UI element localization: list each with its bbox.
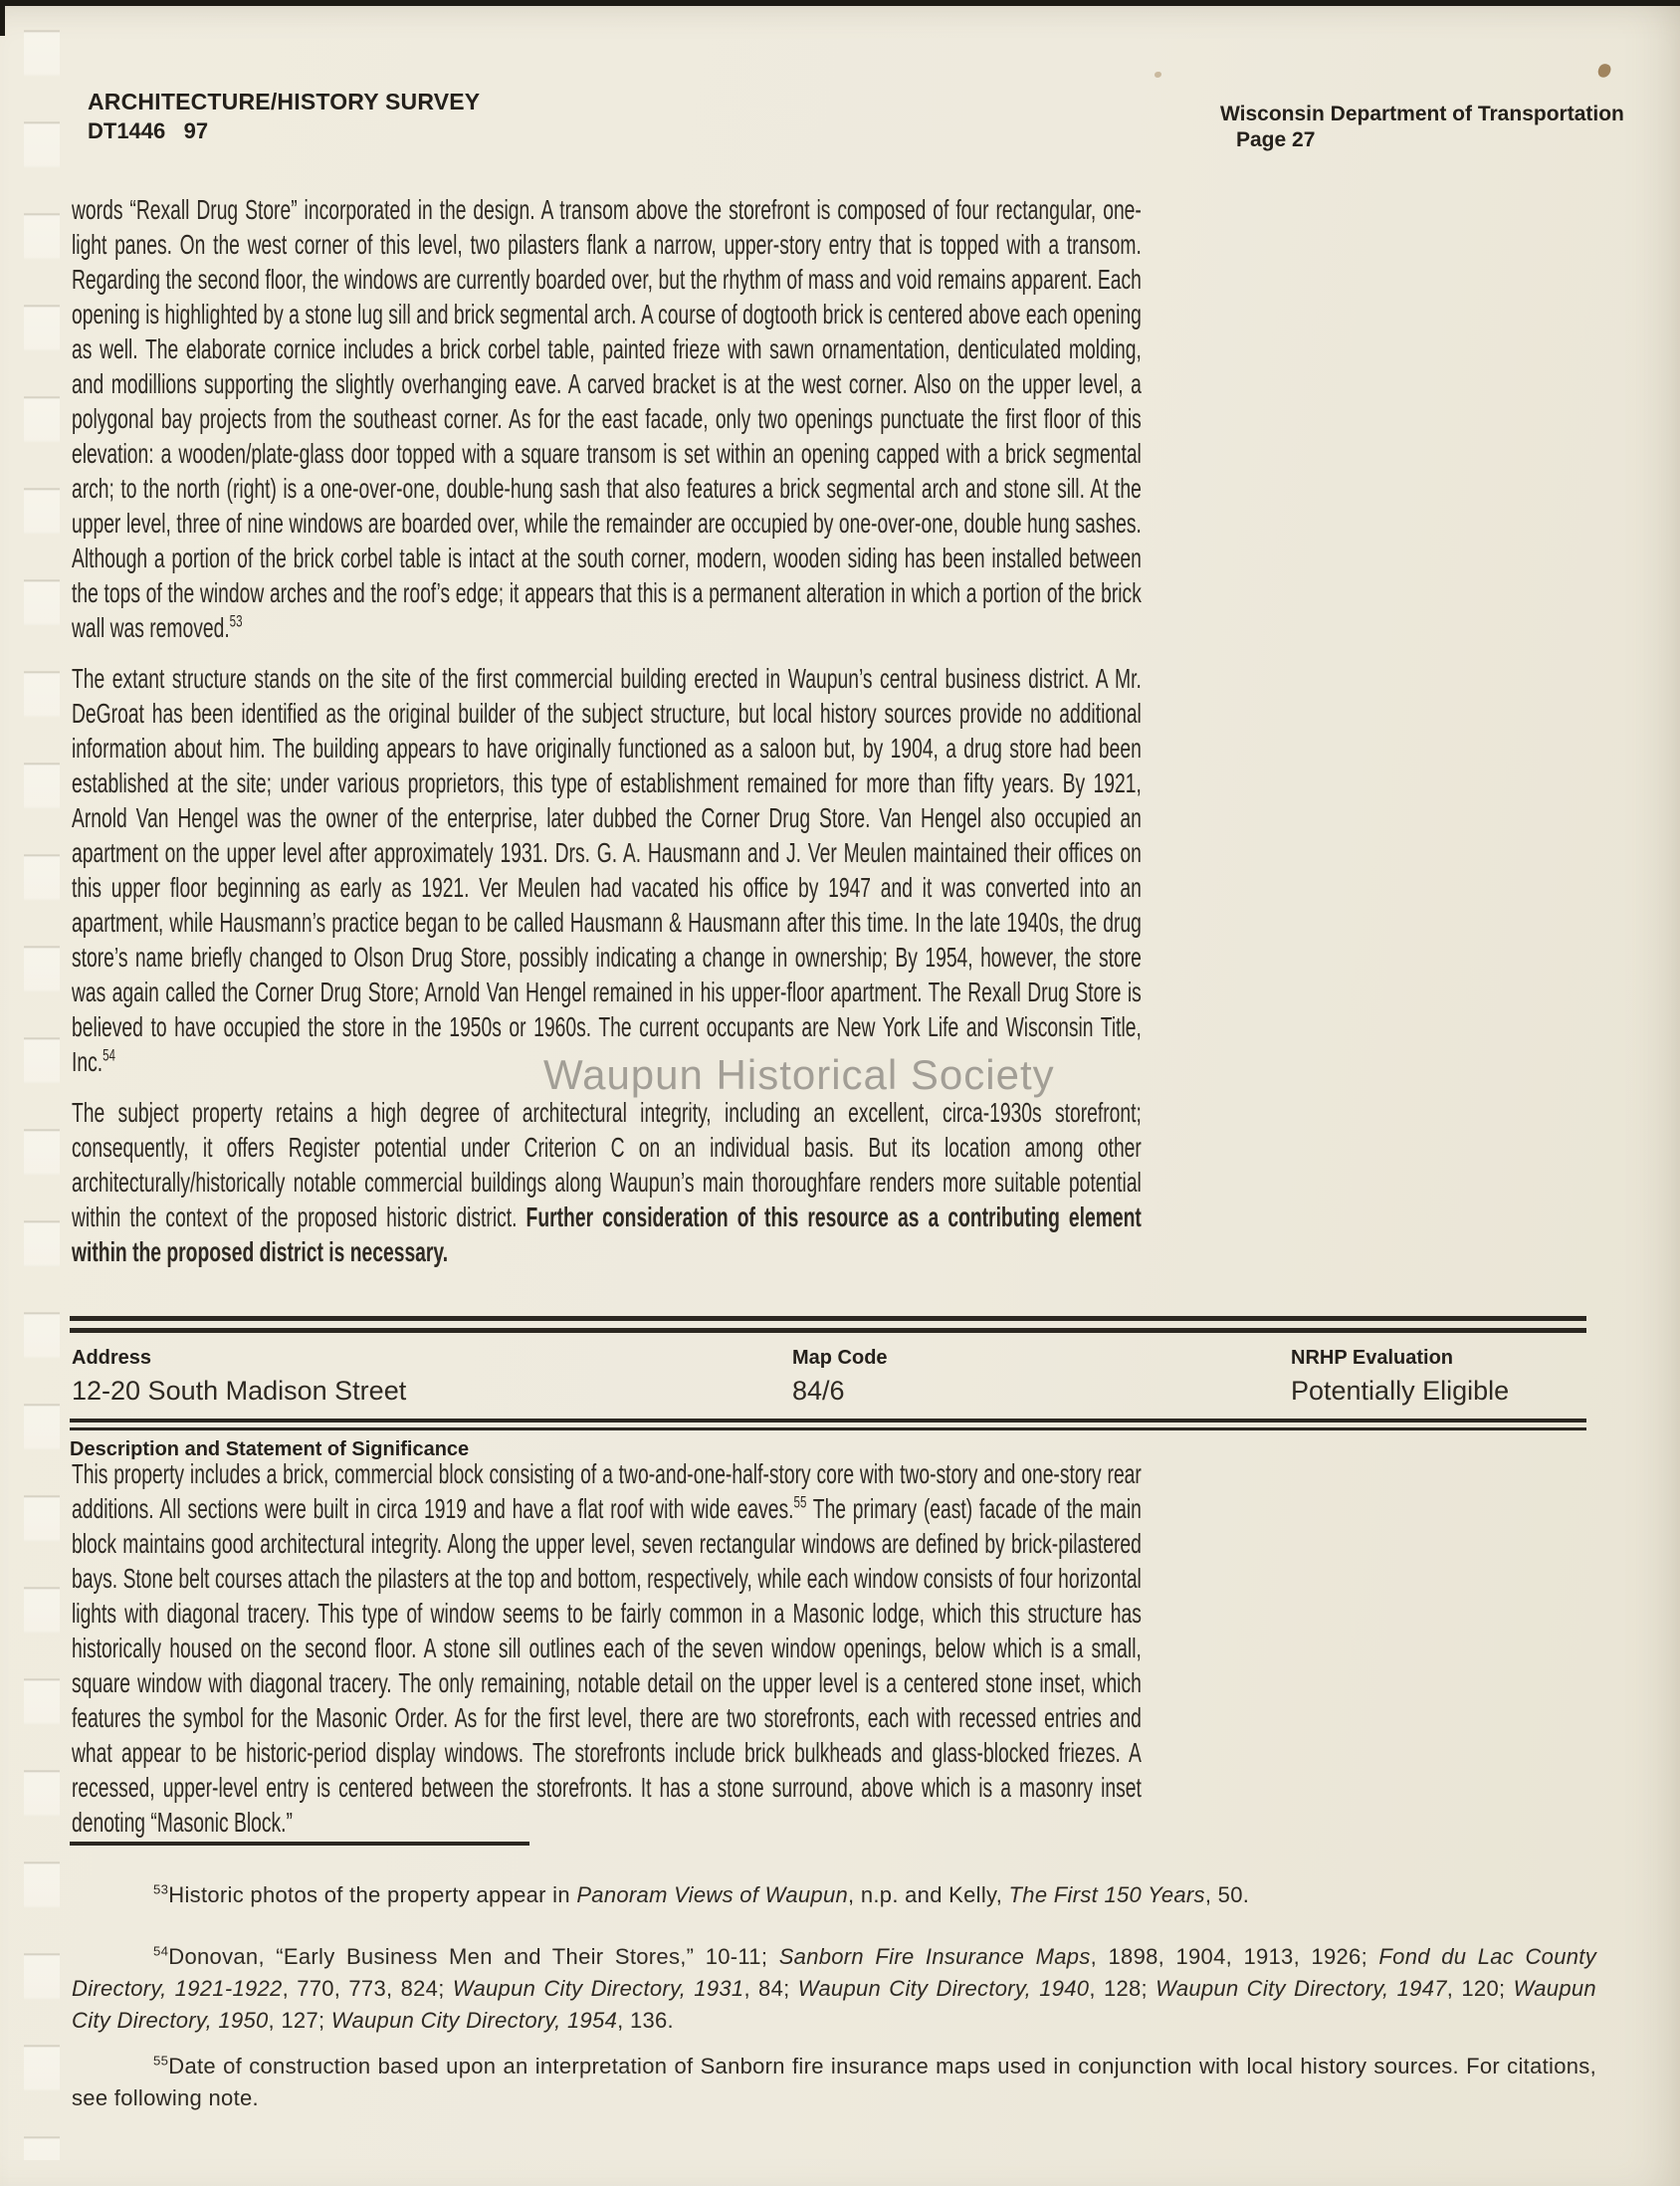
page-number: Page 27: [1236, 128, 1316, 151]
binder-hole-marks: [24, 30, 60, 2160]
survey-title: ARCHITECTURE/HISTORY SURVEY: [88, 89, 481, 114]
footnote-55: $^{55}$Date of construction based upon an interpretation of Sanborn fire insurance maps used in conjunction with local history sources. For citations, see following note.: [72, 2053, 1596, 2110]
nrhp-evaluation-label: NRHP Evaluation: [1291, 1347, 1453, 1369]
header-right: [1220, 102, 1624, 153]
nrhp-evaluation-cell: [1291, 1333, 1509, 1407]
scan-edge-left: [0, 0, 5, 36]
address-label: Address: [72, 1347, 152, 1369]
scan-edge-top: [0, 0, 1680, 6]
body-paragraph-3: The subject property retains a high degree of architectural integrity, including an excellent, circa-1930s storefront; consequently, it offers Register potential under Criterion C on an individual basis. But its location among other architecturally/historically notable commercial buildings along Waupun’s main thoroughfare renders more suitable potential within the context of the proposed historic district. Further consideration of this resource as a contributing element within the proposed district is necessary.: [72, 1097, 1142, 1267]
map-code-label: Map Code: [792, 1347, 888, 1369]
body-paragraph-2: The extant structure stands on the site of the first commercial building erected in Waupun’s central business district. A Mr. DeGroat has been identified as the original builder of the subject structure, but local history sources provide no additional information about him. The building appears to have originally functioned as a saloon but, by 1904, a drug store had been established at the site; under various proprietors, this type of establishment remained for more than fifty years. By 1921, Arnold Van Hengel was the owner of the enterprise, later dubbed the Corner Drug Store. Van Hengel also occupied an apartment on the upper level after approximately 1931. Drs. G. A. Hausmann and J. Ver Meulen maintained their offices on this upper floor beginning as early as 1921. Ver Meulen had vacated his office by 1947 and it was converted into an apartment, while Hausmann’s practice began to be called Hausmann & Hausmann after this time. In the late 1940s, the drug store’s name briefly changed to Olson Drug Store, possibly indicating a change in ownership; By 1954, however, the store was again called the Corner Drug Store; Arnold Van Hengel remained in his upper-floor apartment. The Rexall Drug Store is believed to have occupied the store in the 1950s or 1960s. The current occupants are New York Life and Wisconsin Title, Inc.$^{54}$: [72, 663, 1142, 1077]
map-code-value: 84/6: [792, 1376, 845, 1406]
map-code-cell: [792, 1333, 888, 1407]
property-record-table: [70, 1316, 1586, 1461]
watermark-text: Waupun Historical Society: [543, 1051, 1055, 1098]
address-value: 12-20 South Madison Street: [72, 1376, 407, 1406]
department-name: Wisconsin Department of Transportation: [1220, 103, 1624, 125]
body-paragraph-1: words “Rexall Drug Store” incorporated in the design. A transom above the storefront is composed of four rectangular, one-light panes. On the west corner of this level, two pilasters flank a narrow, upper-story entry that is topped with a transom. Regarding the second floor, the windows are currently boarded over, but the rhythm of mass and void remains apparent. Each opening is highlighted by a stone lug sill and brick segmental arch. A course of dogtooth brick is centered above each opening as well. The elaborate cornice includes a brick corbel table, painted frieze with sawn ornamentation, denticulated molding, and modillions supporting the slightly overhanging eave. A carved bracket is at the west corner. Also on the upper level, a polygonal bay projects from the southeast corner. As for the east facade, only two openings punctuate the first floor of this elevation: a wooden/plate-glass door topped with a square transom is set within an opening capped with a brick segmental arch; to the north (right) is a one-over-one, double-hung sash that also features a brick segmental arch and stone sill. At the upper level, three of nine windows are boarded over, while the remainder are occupied by one-over-one, double hung sashes. Although a portion of the brick corbel table is intact at the south corner, modern, wooden siding has been installed between the tops of the window arches and the roof’s edge; it appears that this is a permanent alteration in which a portion of the brick wall was removed.$^{53}$: [72, 194, 1142, 643]
footnote-53: $^{53}$Historic photos of the property appear in Panoram Views of Waupun, n.p. and Kelly, The First 150 Years, 50.: [153, 1881, 1250, 1907]
section-label: Description and Statement of Significance: [70, 1438, 470, 1460]
footnote-separator: [70, 1842, 529, 1846]
footnote-54: $^{54}$Donovan, “Early Business Men and Their Stores,” 10-11; Sanborn Fire Insurance Maps, 1898, 1904, 1913, 1926; Fond du Lac County Directory, 1921-1922, 770, 773, 824; Waupun City Directory, 1931, 84; Waupun City Directory, 1940, 128; Waupun City Directory, 1947, 120; Waupun City Directory, 1950, 127; Waupun City Directory, 1954, 136.: [72, 1943, 1596, 2033]
paper-stain: [1155, 72, 1161, 78]
form-code: DT1446 97: [88, 118, 209, 143]
table-row: [70, 1333, 1586, 1419]
header-left: [88, 88, 480, 145]
paper-stain: [1596, 62, 1612, 79]
body-paragraph-4: This property includes a brick, commercial block consisting of a two-and-one-half-story core with two-story and one-story rear additions. All sections were built in circa 1919 and have a flat roof with wide eaves.$^{55}$ The primary (east) facade of the main block maintains good architectural integrity. Along the upper level, seven rectangular windows are defined by brick-pilastered bays. Stone belt courses attach the pilasters at the top and bottom, respectively, while each window consists of four horizontal lights with diagonal tracery. This type of window seems to be fairly common in a Masonic lodge, which this structure has historically housed on the second floor. A stone sill outlines each of the seven window openings, below which is a small, square window with diagonal tracery. The only remaining, notable detail on the upper level is a centered stone inset, which features the symbol for the Masonic Order. As for the first level, there are two storefronts, each with recessed entries and what appear to be historic-period display windows. The storefronts include brick bulkheads and glass-blocked friezes. A recessed, upper-level entry is centered between the storefronts. It has a stone surround, above which is a masonry inset denoting “Masonic Block.”: [72, 1458, 1142, 1838]
nrhp-evaluation-value: Potentially Eligible: [1291, 1376, 1510, 1406]
address-cell: [72, 1333, 406, 1407]
